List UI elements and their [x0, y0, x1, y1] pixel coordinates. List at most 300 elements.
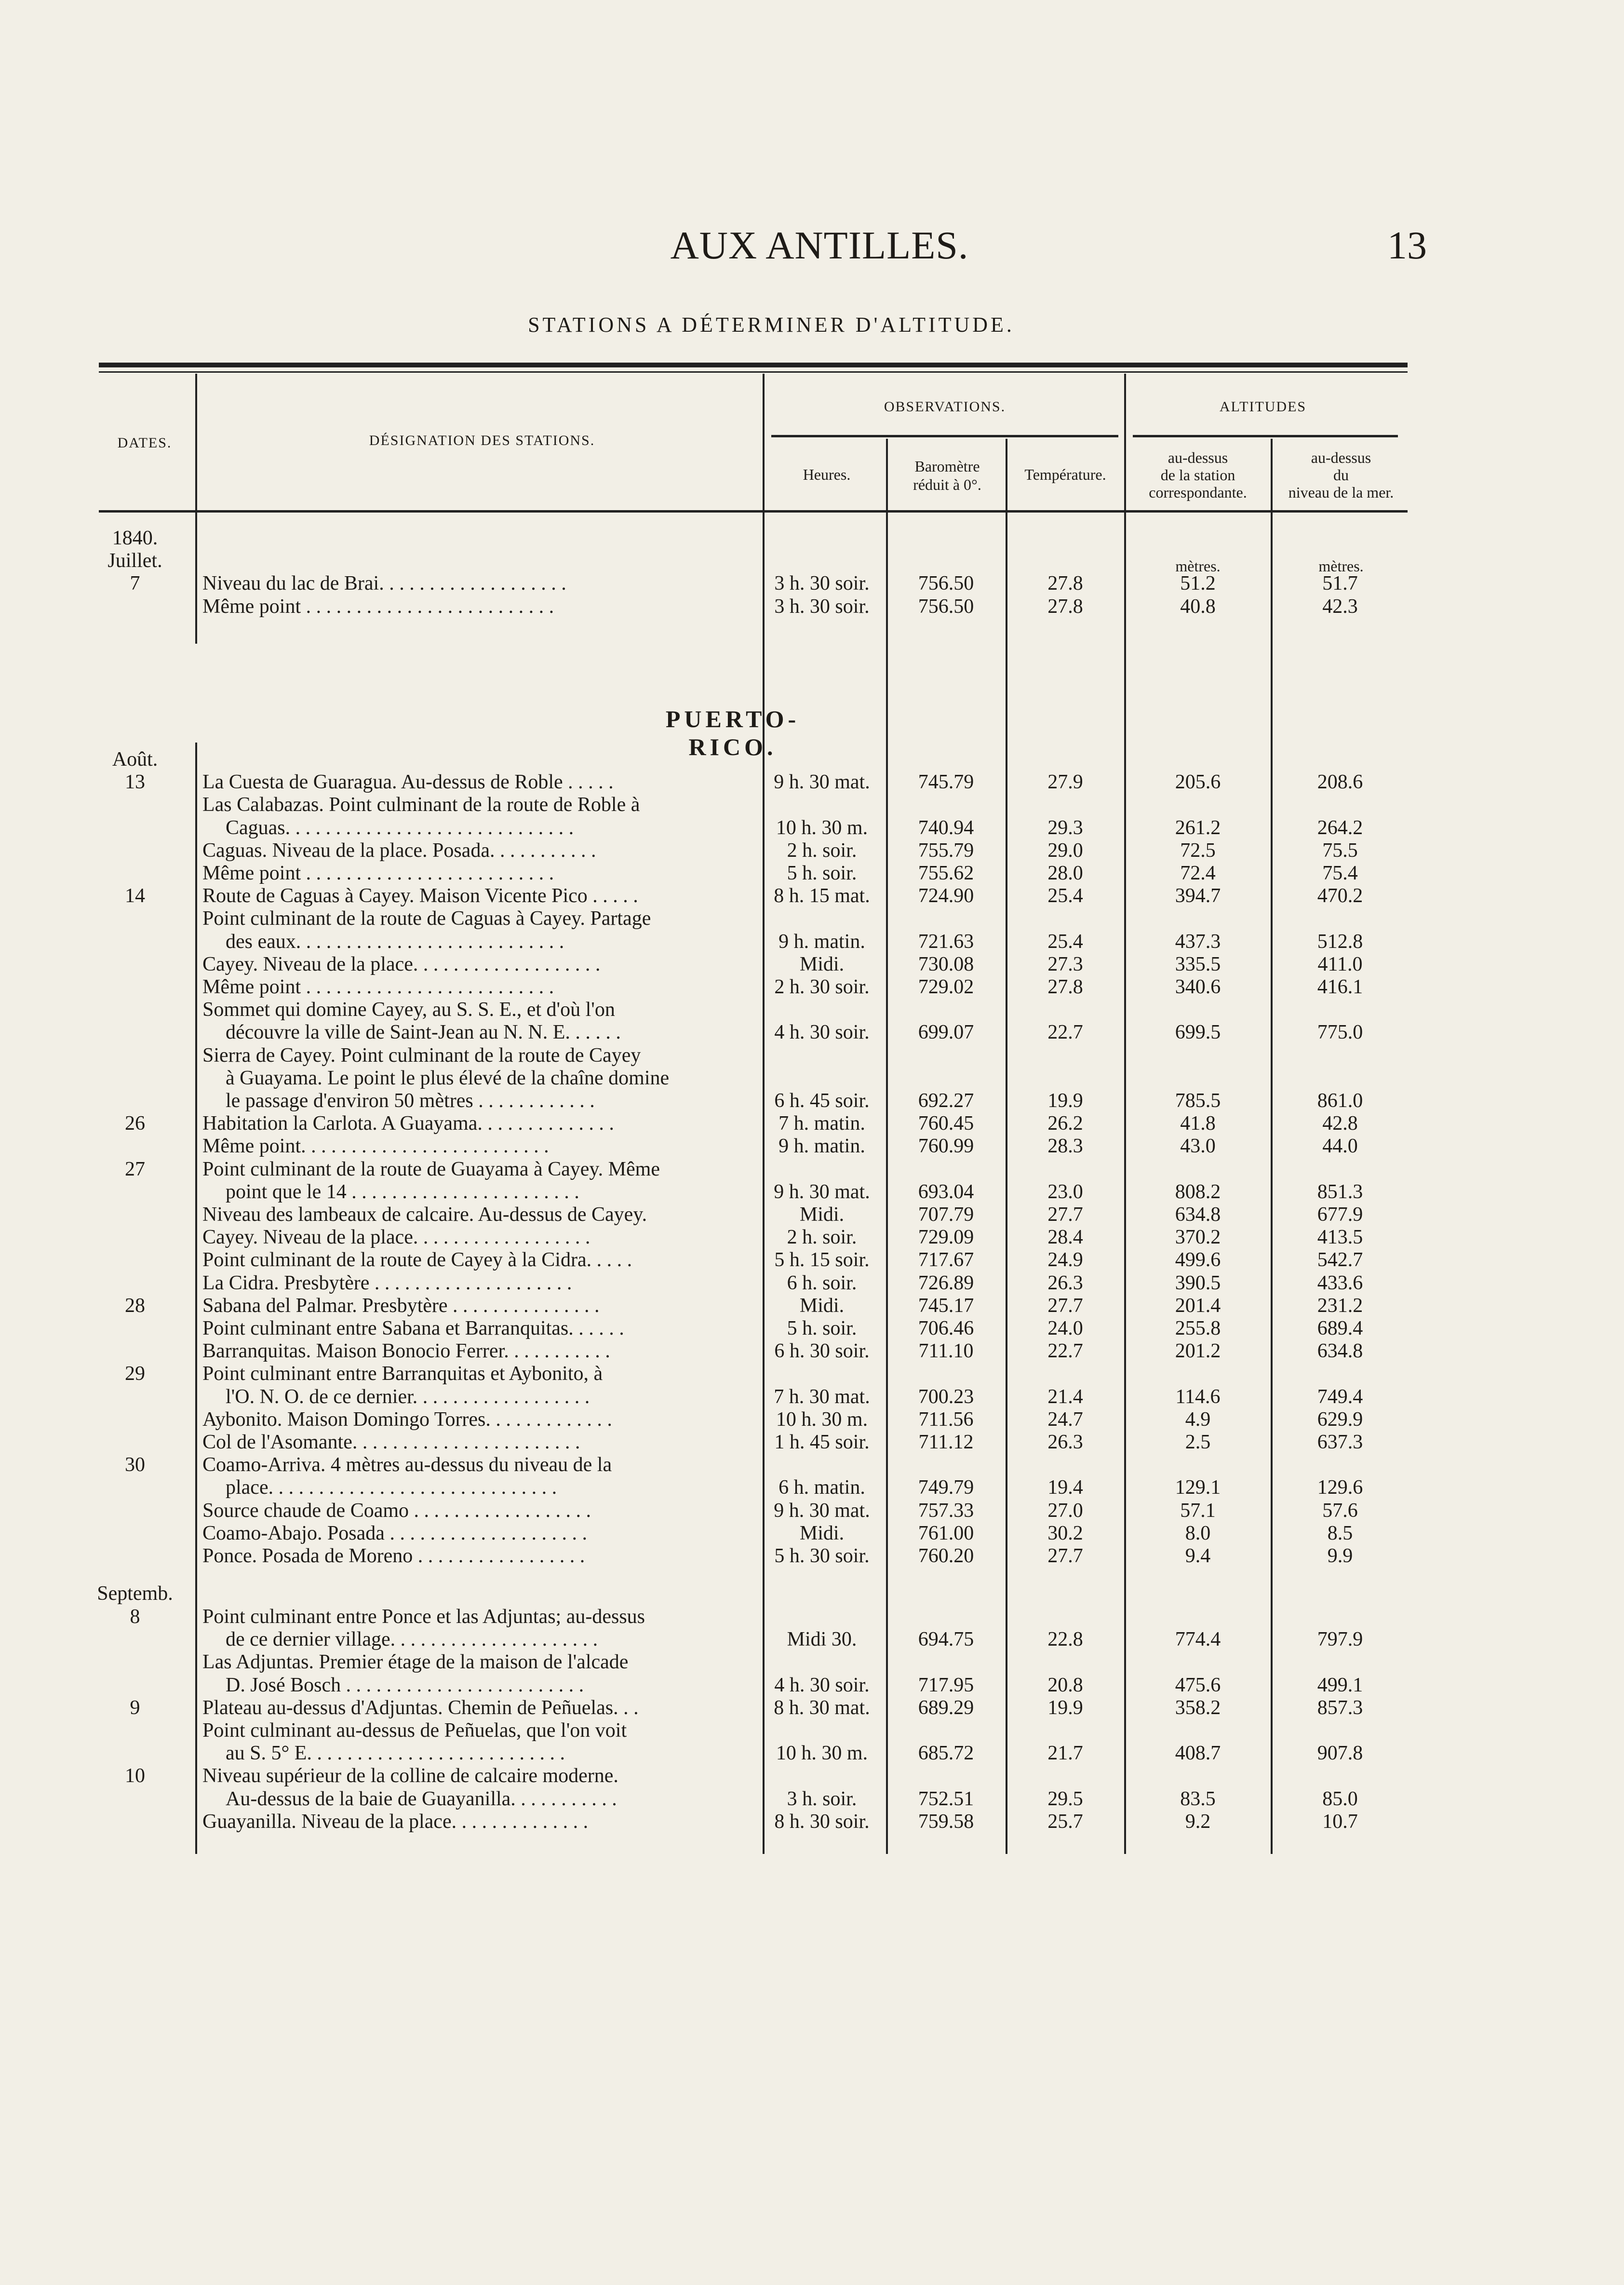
row-heure: Midi 30.: [787, 1628, 857, 1651]
row-barometre: 706.46: [918, 1317, 974, 1339]
row-heure: 4 h. 30 soir.: [774, 1674, 870, 1696]
row-station: Barranquitas. Maison Bonocio Ferrer. . . . . . . . . . .: [202, 1340, 610, 1363]
row-barometre: 757.33: [918, 1499, 974, 1522]
table-row: [0, 1090, 1624, 1112]
table-row: [0, 1788, 1624, 1810]
row-alt-mer: 57.6: [1322, 1499, 1358, 1522]
row-barometre: 730.08: [918, 953, 974, 975]
row-barometre: 685.72: [918, 1742, 974, 1765]
table-row: [0, 1317, 1624, 1339]
header-alt-station-l3: correspondante.: [1149, 484, 1247, 501]
observations-group-rule: [771, 435, 1118, 437]
row-station: Sommet qui domine Cayey, au S. S. E., et d'où l'on: [202, 999, 615, 1021]
row-alt-station: 335.5: [1175, 953, 1221, 975]
row-barometre: 756.50: [918, 572, 974, 595]
row-alt-station: 255.8: [1175, 1317, 1221, 1339]
row-station: Coamo-Arriva. 4 mètres au-dessus du niveau de la: [202, 1454, 612, 1476]
row-alt-mer: 208.6: [1317, 771, 1363, 794]
row-barometre: 711.10: [918, 1340, 974, 1363]
row-heure: 8 h. 15 mat.: [774, 885, 870, 907]
row-alt-mer: 129.6: [1317, 1476, 1363, 1499]
row-alt-station: 83.5: [1180, 1787, 1216, 1810]
row-alt-station: 9.2: [1185, 1810, 1211, 1833]
row-station: Aybonito. Maison Domingo Torres. . . . . . . . . . . . .: [202, 1408, 612, 1431]
table-row: [0, 1500, 1624, 1522]
table-row: [0, 1203, 1624, 1226]
row-station: à Guayama. Le point le plus élevé de la chaîne domine: [226, 1067, 670, 1089]
row-temperature: 25.4: [1047, 885, 1083, 907]
row-heure: 6 h. matin.: [778, 1476, 865, 1499]
row-alt-station: 9.4: [1185, 1545, 1211, 1567]
row-temperature: 29.0: [1047, 839, 1083, 862]
row-alt-station: 72.5: [1180, 839, 1216, 862]
row-station: Point culminant entre Sabana et Barranquitas. . . . . .: [202, 1317, 624, 1339]
running-title: AUX ANTILLES.: [670, 223, 969, 267]
row-alt-mer: 85.0: [1322, 1787, 1358, 1810]
row-alt-station: 40.8: [1180, 595, 1216, 618]
row-temperature: 24.7: [1047, 1408, 1083, 1431]
altitudes-group-rule: [1133, 435, 1398, 437]
row-heure: 9 h. 30 mat.: [774, 1499, 870, 1522]
row-station: D. José Bosch . . . . . . . . . . . . . . . . . . . . . . . .: [226, 1674, 584, 1696]
row-alt-mer: 8.5: [1327, 1522, 1353, 1544]
row-heure: 8 h. 30 soir.: [774, 1810, 870, 1833]
table-row: [0, 1067, 1624, 1089]
row-alt-mer: 775.0: [1317, 1021, 1363, 1044]
header-barometre-l2: réduit à 0°.: [913, 476, 981, 493]
row-temperature: 28.4: [1047, 1226, 1083, 1249]
row-station: Au-dessus de la baie de Guayanilla. . . . . . . . . . .: [226, 1787, 617, 1810]
row-date: 27: [125, 1158, 145, 1180]
row-temperature: 29.5: [1047, 1787, 1083, 1810]
row-temperature: 24.0: [1047, 1317, 1083, 1339]
table-row: [0, 748, 1624, 771]
row-alt-mer: 231.2: [1317, 1294, 1363, 1317]
row-station: Las Adjuntas. Premier étage de la maison de l'alcade: [202, 1651, 629, 1674]
row-alt-station: 2.5: [1185, 1431, 1211, 1453]
table-row: [0, 1674, 1624, 1696]
row-alt-mer: 9.9: [1327, 1545, 1353, 1567]
row-barometre: 700.23: [918, 1385, 974, 1408]
row-temperature: 21.7: [1047, 1742, 1083, 1765]
table-row: [0, 1295, 1624, 1317]
table-row: [0, 839, 1624, 862]
row-barometre: 692.27: [918, 1090, 974, 1112]
header-alt-mer-l2: du: [1333, 466, 1349, 484]
row-alt-mer: 264.2: [1317, 816, 1363, 839]
row-station: Point culminant de la route de Caguas à Cayey. Partage: [202, 907, 651, 930]
row-barometre: 745.79: [918, 771, 974, 794]
row-alt-station: 72.4: [1180, 862, 1216, 884]
row-barometre: 717.67: [918, 1249, 974, 1271]
header-alt-mer-l3: niveau de la mer.: [1288, 484, 1394, 501]
row-temperature: 27.0: [1047, 1499, 1083, 1522]
row-heure: 10 h. 30 m.: [776, 1742, 868, 1765]
row-alt-station: 408.7: [1175, 1742, 1221, 1765]
row-barometre: 755.62: [918, 862, 974, 884]
table-row: [0, 1112, 1624, 1135]
row-station: Ponce. Posada de Moreno . . . . . . . . . . . . . . . . .: [202, 1545, 585, 1567]
row-date: 10: [125, 1765, 145, 1787]
row-temperature: 25.4: [1047, 930, 1083, 953]
row-alt-mer: 861.0: [1317, 1090, 1363, 1112]
table-subtitle: STATIONS A DÉTERMINER D'ALTITUDE.: [528, 313, 1015, 337]
row-alt-station: 43.0: [1180, 1135, 1216, 1158]
header-dates: DATES.: [117, 435, 172, 451]
row-alt-station: 340.6: [1175, 976, 1221, 998]
row-date: 28: [125, 1294, 145, 1317]
row-alt-mer: 542.7: [1317, 1249, 1363, 1271]
row-alt-mer: 44.0: [1322, 1135, 1358, 1158]
row-station: Guayanilla. Niveau de la place. . . . . . . . . . . . . .: [202, 1810, 589, 1833]
row-barometre: 729.09: [918, 1226, 974, 1249]
row-barometre: 699.07: [918, 1021, 974, 1044]
row-station: Point culminant entre Ponce et las Adjuntas; au-dessus: [202, 1606, 645, 1628]
row-date: 13: [125, 771, 145, 794]
row-date: Août.: [112, 748, 158, 771]
row-barometre: 689.29: [918, 1696, 974, 1719]
row-temperature: 24.9: [1047, 1249, 1083, 1271]
section-title-puerto-rico: PUERTO-RICO.: [665, 705, 800, 760]
row-alt-station: 370.2: [1175, 1226, 1221, 1249]
row-station: place. . . . . . . . . . . . . . . . . . . . . . . . . . . . .: [226, 1476, 557, 1499]
table-row: [0, 976, 1624, 998]
row-station: Niveau du lac de Brai. . . . . . . . . . . . . . . . . . .: [202, 572, 566, 595]
row-station: Niveau des lambeaux de calcaire. Au-dessus de Cayey.: [202, 1203, 647, 1226]
row-heure: 2 h. soir.: [787, 1226, 857, 1249]
row-barometre: 755.79: [918, 839, 974, 862]
row-temperature: 27.8: [1047, 572, 1083, 595]
row-alt-mer: 75.5: [1322, 839, 1358, 862]
row-alt-mer: 75.4: [1322, 862, 1358, 884]
table-row: [0, 1651, 1624, 1673]
table-row: [0, 1454, 1624, 1476]
table-row: [0, 1044, 1624, 1067]
row-date: 8: [130, 1606, 140, 1628]
table-row: [0, 931, 1624, 953]
row-station: de ce dernier village. . . . . . . . . . . . . . . . . . . . .: [226, 1628, 598, 1651]
row-station: Coamo-Abajo. Posada . . . . . . . . . . . . . . . . . . . .: [202, 1522, 587, 1544]
row-heure: 9 h. matin.: [778, 1135, 865, 1158]
row-alt-mer: 677.9: [1317, 1203, 1363, 1226]
row-alt-station: 51.2: [1180, 572, 1216, 595]
row-alt-mer: 797.9: [1317, 1628, 1363, 1651]
row-temperature: 23.0: [1047, 1180, 1083, 1203]
row-alt-mer: 851.3: [1317, 1180, 1363, 1203]
row-alt-station: 41.8: [1180, 1112, 1216, 1135]
row-heure: 10 h. 30 m.: [776, 816, 868, 839]
row-station: découvre la ville de Saint-Jean au N. N. E. . . . . .: [226, 1021, 621, 1044]
table-row: [0, 1272, 1624, 1294]
table-row: [0, 1363, 1624, 1385]
row-heure: 1 h. 45 soir.: [774, 1431, 870, 1453]
table-row: [0, 1158, 1624, 1180]
row-barometre: 724.90: [918, 885, 974, 907]
row-alt-mer: 907.8: [1317, 1742, 1363, 1765]
row-heure: 5 h. soir.: [787, 1317, 857, 1339]
page-number: 13: [1387, 223, 1427, 267]
row-alt-station: 205.6: [1175, 771, 1221, 794]
table-row: [0, 1628, 1624, 1650]
row-alt-station: 201.4: [1175, 1294, 1221, 1317]
row-barometre: 726.89: [918, 1271, 974, 1294]
table-row: [0, 1545, 1624, 1567]
table-row: [0, 1742, 1624, 1764]
row-date: 29: [125, 1363, 145, 1385]
row-station: Même point . . . . . . . . . . . . . . . . . . . . . . . . .: [202, 862, 554, 884]
row-barometre: 760.45: [918, 1112, 974, 1135]
row-barometre: 717.95: [918, 1674, 974, 1696]
table-row: [0, 1606, 1624, 1628]
row-heure: 8 h. 30 mat.: [774, 1696, 870, 1719]
row-heure: 9 h. 30 mat.: [774, 771, 870, 794]
row-station: Sabana del Palmar. Presbytère . . . . . . . . . . . . . . .: [202, 1294, 600, 1317]
row-temperature: 28.3: [1047, 1135, 1083, 1158]
table-row: [0, 1408, 1624, 1431]
row-heure: 3 h. 30 soir.: [774, 595, 870, 618]
table-row: [0, 1697, 1624, 1719]
row-station: l'O. N. O. de ce dernier. . . . . . . . . . . . . . . . . .: [226, 1385, 590, 1408]
row-temperature: 27.9: [1047, 771, 1083, 794]
row-station: Même point . . . . . . . . . . . . . . . . . . . . . . . . .: [202, 595, 554, 618]
row-barometre: 749.79: [918, 1476, 974, 1499]
row-heure: 9 h. matin.: [778, 930, 865, 953]
row-alt-mer: 42.8: [1322, 1112, 1358, 1135]
row-station: Las Calabazas. Point culminant de la route de Roble à: [202, 794, 640, 816]
row-station: Niveau supérieur de la colline de calcaire moderne.: [202, 1765, 618, 1787]
row-barometre: 760.99: [918, 1135, 974, 1158]
table-row: [0, 1522, 1624, 1544]
row-heure: 10 h. 30 m.: [776, 1408, 868, 1431]
row-date: 9: [130, 1696, 140, 1719]
row-station: Point culminant au-dessus de Peñuelas, que l'on voit: [202, 1719, 627, 1742]
row-barometre: 711.12: [918, 1431, 974, 1453]
row-barometre: 693.04: [918, 1180, 974, 1203]
table-row: [0, 907, 1624, 930]
row-station: Route de Caguas à Cayey. Maison Vicente Pico . . . . .: [202, 885, 638, 907]
table-row: [0, 1811, 1624, 1833]
row-date: 1840.: [112, 527, 158, 549]
table-row: [0, 1340, 1624, 1362]
row-heure: 6 h. 45 soir.: [774, 1090, 870, 1112]
row-barometre: 745.17: [918, 1294, 974, 1317]
row-barometre: 694.75: [918, 1628, 974, 1651]
table-row: [0, 1431, 1624, 1453]
row-temperature: 27.8: [1047, 595, 1083, 618]
row-temperature: 27.7: [1047, 1203, 1083, 1226]
row-heure: 5 h. soir.: [787, 862, 857, 884]
row-station: Même point. . . . . . . . . . . . . . . . . . . . . . . . .: [202, 1135, 549, 1158]
row-temperature: 28.0: [1047, 862, 1083, 884]
row-heure: Midi.: [799, 1522, 845, 1544]
header-heures: Heures.: [803, 466, 851, 483]
row-temperature: 29.3: [1047, 816, 1083, 839]
row-alt-mer: 42.3: [1322, 595, 1358, 618]
row-station: le passage d'environ 50 mètres . . . . . . . . . . . .: [226, 1090, 595, 1112]
table-row: [0, 1135, 1624, 1157]
row-station: La Cidra. Presbytère . . . . . . . . . . . . . . . . . . . .: [202, 1271, 572, 1294]
table-row: [0, 1719, 1624, 1742]
row-barometre: 740.94: [918, 816, 974, 839]
row-station: Point culminant de la route de Guayama à Cayey. Même: [202, 1158, 660, 1180]
row-temperature: 26.3: [1047, 1271, 1083, 1294]
row-temperature: 22.8: [1047, 1628, 1083, 1651]
table-row: [0, 572, 1624, 595]
table-row: [0, 550, 1624, 572]
row-alt-mer: 689.4: [1317, 1317, 1363, 1339]
row-station: au S. 5° E. . . . . . . . . . . . . . . . . . . . . . . . . .: [226, 1742, 565, 1765]
row-station: Cayey. Niveau de la place. . . . . . . . . . . . . . . . . .: [202, 1226, 591, 1249]
row-date: Juillet.: [107, 550, 162, 572]
row-alt-mer: 51.7: [1322, 572, 1358, 595]
header-alt-station-l2: de la station: [1160, 466, 1235, 484]
row-heure: 6 h. 30 soir.: [774, 1340, 870, 1363]
table-row: [0, 999, 1624, 1021]
row-heure: 6 h. soir.: [787, 1271, 857, 1294]
row-date: 7: [130, 572, 140, 595]
row-barometre: 721.63: [918, 930, 974, 953]
row-alt-mer: 637.3: [1317, 1431, 1363, 1453]
row-heure: 5 h. 30 soir.: [774, 1545, 870, 1567]
table-row: [0, 1249, 1624, 1271]
row-temperature: 22.7: [1047, 1021, 1083, 1044]
row-temperature: 27.7: [1047, 1545, 1083, 1567]
table-row: [0, 1386, 1624, 1408]
row-alt-mer: 433.6: [1317, 1271, 1363, 1294]
header-barometre-l1: Baromètre: [914, 458, 980, 475]
row-barometre: 760.20: [918, 1545, 974, 1567]
row-temperature: 19.4: [1047, 1476, 1083, 1499]
row-station: La Cuesta de Guaragua. Au-dessus de Roble . . . . .: [202, 771, 614, 794]
row-barometre: 759.58: [918, 1810, 974, 1833]
row-barometre: 761.00: [918, 1522, 974, 1544]
row-date: 26: [125, 1112, 145, 1135]
table-row: [0, 794, 1624, 816]
row-barometre: 707.79: [918, 1203, 974, 1226]
row-alt-station: 774.4: [1175, 1628, 1221, 1651]
row-heure: 2 h. 30 soir.: [774, 976, 870, 998]
row-alt-station: 114.6: [1175, 1385, 1221, 1408]
row-barometre: 752.51: [918, 1787, 974, 1810]
row-alt-station: 201.2: [1175, 1340, 1221, 1363]
row-heure: 3 h. 30 soir.: [774, 572, 870, 595]
header-alt-mer-l1: au-dessus: [1311, 449, 1371, 466]
row-alt-mer: 470.2: [1317, 885, 1363, 907]
header-bottom-rule: [99, 510, 1408, 513]
table-row: [0, 885, 1624, 907]
row-heure: Midi.: [799, 953, 845, 975]
row-station: Caguas. Niveau de la place. Posada. . . . . . . . . . .: [202, 839, 596, 862]
row-barometre: 756.50: [918, 595, 974, 618]
row-alt-station: 394.7: [1175, 885, 1221, 907]
table-row: [0, 1021, 1624, 1043]
table-row: [0, 1476, 1624, 1499]
row-temperature: 27.8: [1047, 976, 1083, 998]
row-barometre: 729.02: [918, 976, 974, 998]
top-rule-thick: [99, 363, 1408, 367]
row-alt-station: 785.5: [1175, 1090, 1221, 1112]
row-alt-station: 808.2: [1175, 1180, 1221, 1203]
header-observations: OBSERVATIONS.: [884, 399, 1006, 415]
row-temperature: 22.7: [1047, 1340, 1083, 1363]
row-alt-mer: 413.5: [1317, 1226, 1363, 1249]
row-station: Même point . . . . . . . . . . . . . . . . . . . . . . . . .: [202, 976, 554, 998]
unit-alt-mer: mètres.: [1318, 557, 1364, 575]
row-station: Sierra de Cayey. Point culminant de la route de Cayey: [202, 1044, 641, 1067]
row-heure: 7 h. matin.: [778, 1112, 865, 1135]
row-alt-mer: 634.8: [1317, 1340, 1363, 1363]
header-designation: DÉSIGNATION DES STATIONS.: [369, 433, 595, 448]
table-row: [0, 595, 1624, 618]
row-temperature: 19.9: [1047, 1090, 1083, 1112]
table-row: [0, 817, 1624, 839]
row-alt-station: 129.1: [1175, 1476, 1221, 1499]
row-heure: 2 h. soir.: [787, 839, 857, 862]
table-row: [0, 771, 1624, 793]
table-row: [0, 1181, 1624, 1203]
row-alt-station: 634.8: [1175, 1203, 1221, 1226]
row-station: Caguas. . . . . . . . . . . . . . . . . . . . . . . . . . . . .: [226, 816, 574, 839]
row-station: Cayey. Niveau de la place. . . . . . . . . . . . . . . . . . .: [202, 953, 601, 975]
row-heure: Midi.: [799, 1294, 845, 1317]
row-heure: 9 h. 30 mat.: [774, 1180, 870, 1203]
row-alt-station: 358.2: [1175, 1696, 1221, 1719]
row-barometre: 711.56: [918, 1408, 974, 1431]
row-heure: Midi.: [799, 1203, 845, 1226]
row-alt-station: 437.3: [1175, 930, 1221, 953]
row-alt-mer: 416.1: [1317, 976, 1363, 998]
row-alt-mer: 10.7: [1322, 1810, 1358, 1833]
row-temperature: 26.3: [1047, 1431, 1083, 1453]
row-alt-station: 8.0: [1185, 1522, 1211, 1544]
row-alt-station: 4.9: [1185, 1408, 1211, 1431]
row-temperature: 25.7: [1047, 1810, 1083, 1833]
row-station: Point culminant de la route de Cayey à la Cidra. . . . .: [202, 1249, 632, 1271]
row-alt-mer: 629.9: [1317, 1408, 1363, 1431]
table-row: [0, 953, 1624, 975]
row-temperature: 19.9: [1047, 1696, 1083, 1719]
row-alt-mer: 749.4: [1317, 1385, 1363, 1408]
row-alt-station: 699.5: [1175, 1021, 1221, 1044]
row-temperature: 21.4: [1047, 1385, 1083, 1408]
row-station: Source chaude de Coamo . . . . . . . . . . . . . . . . . .: [202, 1499, 591, 1522]
row-temperature: 27.7: [1047, 1294, 1083, 1317]
row-station: des eaux. . . . . . . . . . . . . . . . . . . . . . . . . . .: [226, 930, 564, 953]
table-row: [0, 527, 1624, 549]
row-alt-mer: 411.0: [1317, 953, 1363, 975]
row-temperature: 30.2: [1047, 1522, 1083, 1544]
row-alt-mer: 512.8: [1317, 930, 1363, 953]
top-rule-thin: [99, 371, 1408, 373]
row-station: Point culminant entre Barranquitas et Aybonito, à: [202, 1363, 603, 1385]
row-heure: 5 h. 15 soir.: [774, 1249, 870, 1271]
header-temperature: Température.: [1024, 466, 1106, 483]
row-alt-mer: 857.3: [1317, 1696, 1363, 1719]
unit-alt-station: mètres.: [1175, 557, 1221, 575]
row-alt-station: 475.6: [1175, 1674, 1221, 1696]
row-date: 30: [125, 1454, 145, 1476]
row-date: 14: [125, 885, 145, 907]
header-altitudes: ALTITUDES: [1219, 399, 1307, 415]
row-station: Plateau au-dessus d'Adjuntas. Chemin de Peñuelas. . .: [202, 1696, 639, 1719]
table-row: [0, 1226, 1624, 1248]
row-heure: 4 h. 30 soir.: [774, 1021, 870, 1044]
row-temperature: 26.2: [1047, 1112, 1083, 1135]
table-row: [0, 862, 1624, 884]
row-station: point que le 14 . . . . . . . . . . . . . . . . . . . . . . .: [226, 1180, 579, 1203]
row-alt-station: 499.6: [1175, 1249, 1221, 1271]
row-alt-station: 261.2: [1175, 816, 1221, 839]
